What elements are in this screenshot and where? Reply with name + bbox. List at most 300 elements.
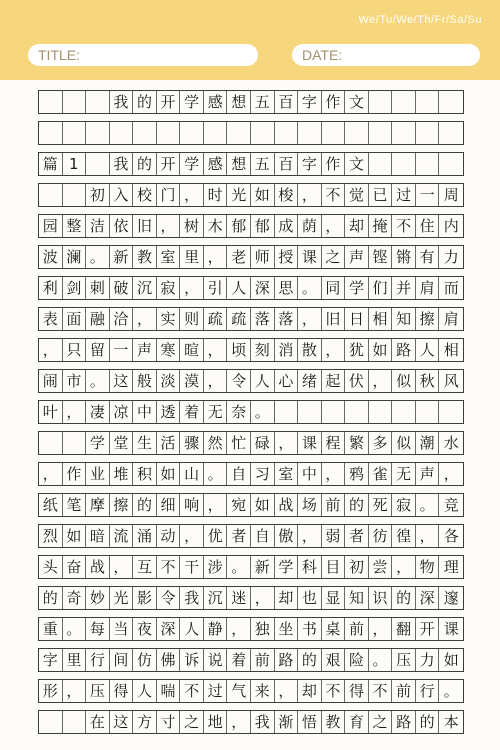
grid-cell: [416, 401, 440, 423]
grid-cell: ，: [39, 463, 63, 485]
grid-cell: 凄: [86, 401, 110, 423]
grid-cell: 动: [157, 525, 181, 547]
grid-cell: 人: [416, 339, 440, 361]
grid-cell: 水: [443, 433, 459, 452]
grid-cell: 优: [204, 525, 228, 547]
blank-row: [38, 121, 464, 145]
grid-cell: ，: [180, 184, 204, 206]
grid-cell: 险: [345, 649, 369, 671]
grid-cell: 知: [392, 308, 416, 330]
grid-cell: ，: [204, 494, 228, 516]
grid-cell: ，: [251, 587, 275, 609]
grid-cell: ，: [322, 339, 346, 361]
grid-cell: 里: [63, 649, 87, 671]
grid-cell: 有: [416, 246, 440, 268]
grid-cell: [86, 122, 110, 144]
grid-cell: 寸: [157, 711, 181, 733]
grid-cell: 。: [298, 277, 322, 299]
essay-line: [38, 617, 464, 641]
grid-cell: 这: [110, 370, 134, 392]
grid-cell: 留: [86, 339, 110, 361]
grid-cell: 学: [275, 556, 299, 578]
grid-cell: [322, 122, 346, 144]
grid-cell: [439, 91, 463, 113]
grid-cell: 尝: [369, 556, 393, 578]
grid-cell: 如: [369, 339, 393, 361]
grid-cell: 细: [157, 494, 181, 516]
grid-cell: 喘: [157, 680, 181, 702]
grid-cell: 忙: [227, 432, 251, 454]
grid-cell: [298, 401, 322, 423]
grid-cell: 暄: [180, 339, 204, 361]
grid-cell: 教: [322, 711, 346, 733]
grid-cell: 。: [86, 246, 110, 268]
essay-line: [38, 369, 464, 393]
grid-cell: 剑: [63, 277, 87, 299]
grid-cell: 鸦: [345, 463, 369, 485]
grid-cell: 铿: [369, 246, 393, 268]
grid-cell: [392, 122, 416, 144]
grid-cell: ，: [416, 525, 440, 547]
grid-cell: 篇: [39, 153, 63, 175]
grid-cell: 引: [204, 277, 228, 299]
grid-cell: 沉: [133, 277, 157, 299]
grid-cell: 擦: [416, 308, 440, 330]
grid-cell: ，: [322, 215, 346, 237]
grid-cell: 实: [157, 308, 181, 330]
grid-cell: 旧: [133, 215, 157, 237]
grid-cell: 行: [416, 680, 440, 702]
grid-cell: 间: [110, 649, 134, 671]
grid-cell: 路: [392, 339, 416, 361]
grid-cell: 一: [110, 339, 134, 361]
grid-cell: [439, 122, 463, 144]
grid-cell: 前: [392, 680, 416, 702]
grid-cell: 课: [443, 619, 459, 638]
grid-cell: 则: [180, 308, 204, 330]
grid-cell: [63, 711, 87, 733]
grid-cell: 课: [298, 246, 322, 268]
grid-cell: 战: [86, 556, 110, 578]
grid-cell: 积: [133, 463, 157, 485]
grid-cell: 课: [298, 432, 322, 454]
grid-cell: ，: [204, 370, 228, 392]
grid-cell: 重: [39, 618, 63, 640]
grid-cell: [39, 122, 63, 144]
grid-cell: 。: [63, 618, 87, 640]
grid-cell: 死: [369, 494, 393, 516]
grid-cell: 入: [110, 184, 134, 206]
essay-line: [38, 276, 464, 300]
grid-cell: 涉: [204, 556, 228, 578]
grid-cell: 并: [392, 277, 416, 299]
grid-cell: ，: [275, 432, 299, 454]
date-field[interactable]: [292, 44, 480, 66]
grid-cell: 时: [204, 184, 228, 206]
grid-cell: [39, 184, 63, 206]
grid-cell: 无: [204, 401, 228, 423]
grid-cell: 声: [133, 339, 157, 361]
grid-cell: 百: [275, 153, 299, 175]
grid-cell: 旧: [322, 308, 346, 330]
grid-cell: 只: [63, 339, 87, 361]
grid-cell: 方: [133, 711, 157, 733]
grid-cell: 开: [157, 91, 181, 113]
grid-cell: 奋: [63, 556, 87, 578]
grid-cell: 如: [251, 184, 275, 206]
grid-cell: 肩: [416, 277, 440, 299]
grid-cell: ，: [392, 556, 416, 578]
grid-cell: 开: [416, 618, 440, 640]
grid-cell: 者: [227, 525, 251, 547]
grid-cell: 木: [204, 215, 228, 237]
essay-line: [38, 307, 464, 331]
grid-cell: 。: [251, 401, 275, 423]
grid-cell: 。: [86, 370, 110, 392]
grid-cell: 授: [275, 246, 299, 268]
grid-cell: 显: [322, 587, 346, 609]
grid-cell: 文: [345, 91, 369, 113]
grid-cell: 深: [416, 587, 440, 609]
grid-cell: 知: [345, 587, 369, 609]
grid-cell: 落: [275, 308, 299, 330]
weekday-selector[interactable]: We/Tu/We/Th/Fr/Sa/Su: [358, 14, 482, 26]
grid-cell: 行: [86, 649, 110, 671]
grid-cell: 如: [157, 463, 181, 485]
essay-line: [38, 648, 464, 672]
grid-cell: [157, 122, 181, 144]
grid-cell: 却: [275, 587, 299, 609]
grid-cell: 感: [204, 153, 228, 175]
grid-cell: [345, 122, 369, 144]
grid-cell: ，: [227, 618, 251, 640]
grid-cell: ，: [322, 463, 346, 485]
grid-cell: 新: [251, 556, 275, 578]
grid-cell: 仿: [133, 649, 157, 671]
grid-cell: 消: [275, 339, 299, 361]
grid-cell: 过: [392, 184, 416, 206]
grid-cell: 路: [275, 649, 299, 671]
essay-line: [38, 493, 464, 517]
grid-cell: 压: [392, 649, 416, 671]
grid-cell: 光: [227, 184, 251, 206]
grid-cell: [416, 91, 440, 113]
grid-cell: 迷: [227, 587, 251, 609]
grid-cell: 光: [110, 587, 134, 609]
grid-cell: [63, 184, 87, 206]
grid-cell: 烈: [39, 525, 63, 547]
grid-cell: 影: [133, 587, 157, 609]
grid-cell: 着: [180, 401, 204, 423]
grid-cell: [345, 401, 369, 423]
grid-cell: 初: [345, 556, 369, 578]
grid-cell: 心: [275, 370, 299, 392]
grid-cell: 人: [227, 277, 251, 299]
grid-cell: 思: [275, 277, 299, 299]
grid-cell: 目: [322, 556, 346, 578]
grid-cell: 压: [86, 680, 110, 702]
essay-line: [38, 710, 464, 734]
grid-cell: 本: [443, 712, 459, 731]
grid-cell: 。: [369, 649, 393, 671]
grid-cell: 当: [110, 618, 134, 640]
grid-cell: 学: [86, 432, 110, 454]
manuscript-grid: [38, 90, 464, 750]
grid-cell: [86, 153, 110, 175]
header-banner: [0, 0, 500, 80]
grid-cell: 文: [345, 153, 369, 175]
grid-cell: 的: [416, 711, 440, 733]
grid-cell: 相: [443, 340, 459, 359]
grid-cell: 却: [298, 680, 322, 702]
grid-cell: 透: [157, 401, 181, 423]
grid-cell: ，: [275, 680, 299, 702]
grid-cell: ，: [133, 308, 157, 330]
grid-cell: 淡: [157, 370, 181, 392]
grid-cell: [439, 153, 463, 175]
grid-cell: 山: [180, 463, 204, 485]
title-label: TITLE:: [38, 47, 81, 63]
grid-cell: 的: [392, 587, 416, 609]
grid-cell: 的: [39, 587, 63, 609]
grid-cell: 场: [298, 494, 322, 516]
grid-cell: 令: [157, 587, 181, 609]
grid-cell: 渐: [275, 711, 299, 733]
grid-cell: 习: [251, 463, 275, 485]
grid-cell: 荫: [298, 215, 322, 237]
grid-cell: 觉: [345, 184, 369, 206]
grid-cell: 想: [227, 153, 251, 175]
grid-cell: 者: [345, 525, 369, 547]
grid-cell: 静: [204, 618, 228, 640]
grid-cell: 们: [369, 277, 393, 299]
grid-cell: 沉: [204, 587, 228, 609]
grid-cell: 奈: [227, 401, 251, 423]
essay-line: [38, 183, 464, 207]
grid-cell: 深: [251, 277, 275, 299]
grid-cell: 字: [298, 153, 322, 175]
grid-cell: 疏: [227, 308, 251, 330]
grid-cell: 的: [133, 494, 157, 516]
grid-cell: 摩: [86, 494, 110, 516]
grid-cell: 着: [227, 649, 251, 671]
grid-cell: 里: [180, 246, 204, 268]
grid-cell: 宛: [227, 494, 251, 516]
essay-subheading: [38, 152, 464, 176]
grid-cell: 般: [133, 370, 157, 392]
grid-cell: 。: [227, 556, 251, 578]
grid-cell: 程: [322, 432, 346, 454]
grid-cell: 利: [39, 277, 63, 299]
grid-cell: 表: [39, 308, 63, 330]
grid-cell: ，: [63, 680, 87, 702]
grid-cell: 融: [86, 308, 110, 330]
grid-cell: 诉: [180, 649, 204, 671]
grid-cell: 涌: [133, 525, 157, 547]
grid-cell: 刻: [251, 339, 275, 361]
grid-cell: 流: [110, 525, 134, 547]
grid-cell: 顷: [227, 339, 251, 361]
grid-cell: 郁: [227, 215, 251, 237]
grid-cell: 1: [63, 153, 87, 175]
grid-cell: ，: [298, 308, 322, 330]
grid-cell: 力: [416, 649, 440, 671]
grid-cell: 前: [322, 494, 346, 516]
grid-cell: [275, 401, 299, 423]
grid-cell: ，: [369, 370, 393, 392]
grid-cell: 自: [227, 463, 251, 485]
grid-cell: 刺: [86, 277, 110, 299]
grid-cell: [63, 432, 87, 454]
grid-cell: 互: [133, 556, 157, 578]
grid-cell: 面: [63, 308, 87, 330]
grid-cell: ，: [443, 464, 459, 483]
grid-cell: ，: [369, 618, 393, 640]
grid-cell: 业: [86, 463, 110, 485]
grid-cell: 育: [345, 711, 369, 733]
grid-cell: 洽: [110, 308, 134, 330]
grid-cell: 如: [251, 494, 275, 516]
grid-cell: 锵: [392, 246, 416, 268]
grid-cell: 教: [133, 246, 157, 268]
grid-cell: 纸: [39, 494, 63, 516]
grid-cell: [369, 401, 393, 423]
grid-cell: [416, 122, 440, 144]
grid-cell: ，: [110, 556, 134, 578]
grid-cell: 整: [63, 215, 87, 237]
grid-cell: 字: [298, 91, 322, 113]
grid-cell: 的: [345, 494, 369, 516]
title-field[interactable]: [28, 44, 258, 66]
grid-cell: 波: [39, 246, 63, 268]
grid-cell: 不: [322, 184, 346, 206]
grid-cell: 得: [345, 680, 369, 702]
grid-cell: [63, 122, 87, 144]
date-label: DATE:: [302, 47, 343, 63]
grid-cell: 在: [86, 711, 110, 733]
grid-cell: 学: [180, 153, 204, 175]
grid-cell: 人: [180, 618, 204, 640]
grid-cell: 弱: [322, 525, 346, 547]
grid-cell: [392, 401, 416, 423]
grid-cell: ，: [298, 525, 322, 547]
grid-cell: 不: [392, 215, 416, 237]
grid-cell: 周: [443, 185, 459, 204]
grid-cell: 的: [298, 649, 322, 671]
grid-cell: 同: [322, 277, 346, 299]
grid-cell: 感: [204, 91, 228, 113]
grid-cell: 初: [86, 184, 110, 206]
grid-cell: 形: [39, 680, 63, 702]
grid-cell: 依: [110, 215, 134, 237]
grid-cell: 闹: [39, 370, 63, 392]
grid-cell: 深: [157, 618, 181, 640]
grid-cell: [275, 122, 299, 144]
grid-cell: 人: [251, 370, 275, 392]
grid-cell: 百: [275, 91, 299, 113]
grid-cell: 寂: [157, 277, 181, 299]
grid-cell: 梭: [275, 184, 299, 206]
grid-cell: 洁: [86, 215, 110, 237]
grid-cell: 骤: [180, 432, 204, 454]
grid-cell: 不: [180, 680, 204, 702]
grid-cell: 不: [322, 680, 346, 702]
grid-cell: 翻: [392, 618, 416, 640]
grid-cell: 想: [227, 91, 251, 113]
grid-cell: 人: [133, 680, 157, 702]
essay-line: [38, 586, 464, 610]
essay-line: [38, 462, 464, 486]
grid-cell: 前: [345, 618, 369, 640]
grid-cell: 坐: [275, 618, 299, 640]
grid-cell: 头: [39, 556, 63, 578]
grid-cell: 彷: [369, 525, 393, 547]
grid-cell: 过: [204, 680, 228, 702]
grid-cell: 而: [443, 278, 459, 297]
grid-cell: 地: [204, 711, 228, 733]
grid-cell: 自: [251, 525, 275, 547]
grid-cell: ，: [180, 525, 204, 547]
grid-cell: 散: [298, 339, 322, 361]
grid-cell: 桌: [322, 618, 346, 640]
essay-line: [38, 679, 464, 703]
grid-cell: ，: [204, 339, 228, 361]
grid-cell: 中: [133, 401, 157, 423]
grid-cell: 不: [369, 680, 393, 702]
grid-cell: 得: [110, 680, 134, 702]
grid-cell: 日: [345, 308, 369, 330]
grid-cell: 碌: [251, 432, 275, 454]
grid-cell: 相: [369, 308, 393, 330]
grid-cell: 生: [133, 432, 157, 454]
grid-cell: 起: [322, 370, 346, 392]
grid-cell: 掩: [369, 215, 393, 237]
grid-cell: 却: [345, 215, 369, 237]
grid-cell: 潮: [416, 432, 440, 454]
grid-cell: 漠: [180, 370, 204, 392]
grid-cell: 。: [204, 463, 228, 485]
grid-cell: 寂: [392, 494, 416, 516]
grid-cell: 字: [39, 649, 63, 671]
grid-cell: 繁: [345, 432, 369, 454]
grid-cell: 内: [443, 216, 459, 235]
grid-cell: 犹: [345, 339, 369, 361]
grid-cell: 艰: [322, 649, 346, 671]
grid-cell: ，: [63, 401, 87, 423]
grid-cell: 落: [251, 308, 275, 330]
grid-cell: [180, 122, 204, 144]
grid-cell: 堂: [110, 432, 134, 454]
grid-cell: 成: [275, 215, 299, 237]
grid-cell: 奇: [63, 587, 87, 609]
grid-cell: [369, 153, 393, 175]
grid-cell: [133, 122, 157, 144]
grid-cell: [63, 91, 87, 113]
grid-cell: 凉: [110, 401, 134, 423]
grid-cell: 各: [443, 526, 459, 545]
grid-cell: 理: [443, 557, 459, 576]
grid-cell: 也: [298, 587, 322, 609]
grid-cell: 伏: [345, 370, 369, 392]
grid-cell: 然: [204, 432, 228, 454]
grid-cell: 肩: [443, 309, 459, 328]
grid-cell: 市: [63, 370, 87, 392]
grid-cell: [227, 122, 251, 144]
grid-cell: 如: [63, 525, 87, 547]
grid-cell: 的: [133, 153, 157, 175]
grid-cell: 无: [392, 463, 416, 485]
grid-cell: 已: [369, 184, 393, 206]
